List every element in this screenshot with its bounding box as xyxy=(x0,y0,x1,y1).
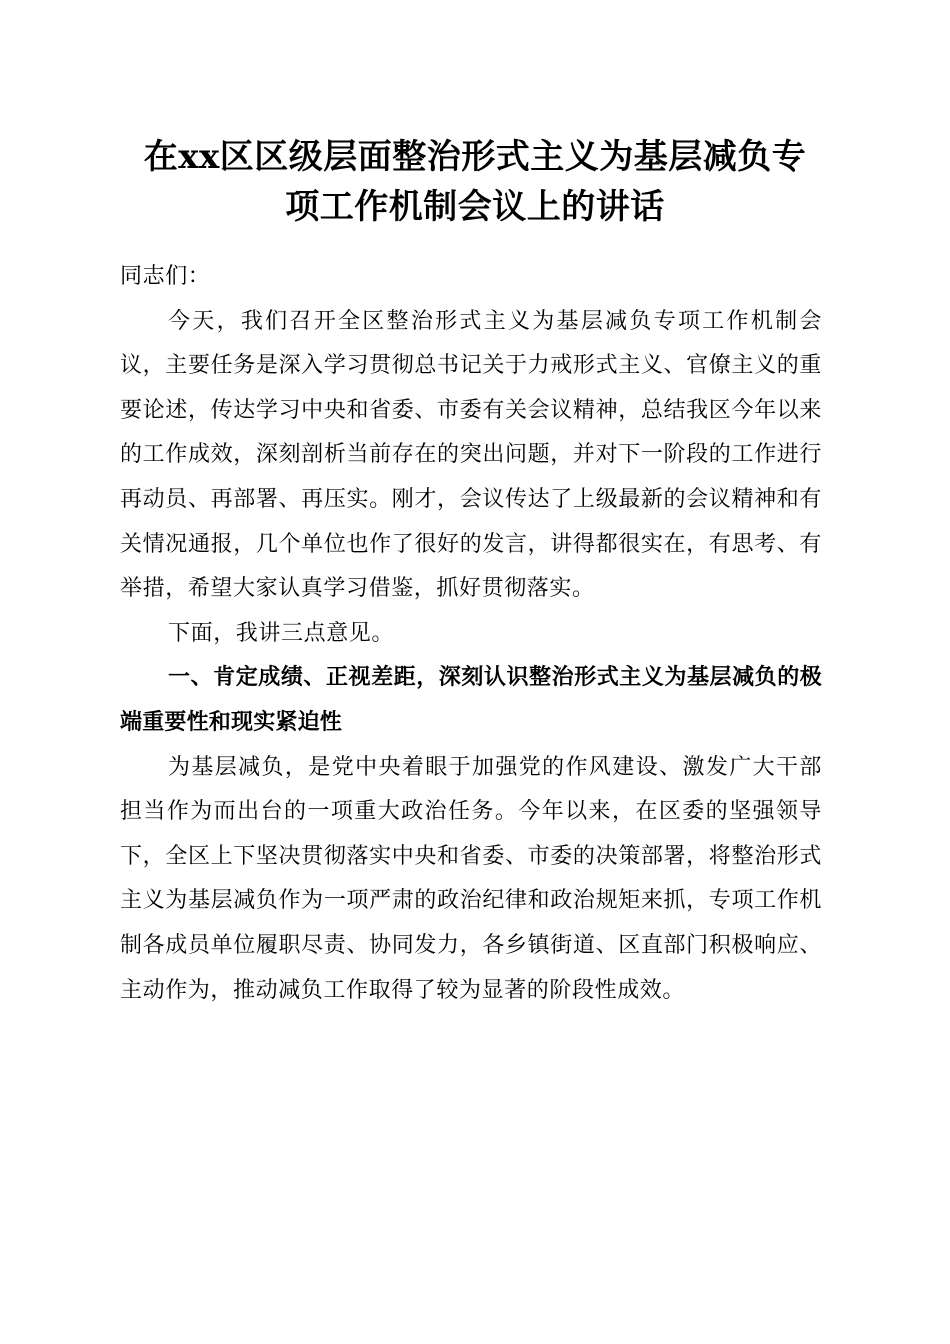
section-heading-1: 一、肯定成绩、正视差距，深刻认识整治形式主义为基层减负的极端重要性和现实紧迫性 xyxy=(120,665,822,735)
document-body xyxy=(120,255,822,1013)
title-line-2: 项工作机制会议上的讲话 xyxy=(285,187,665,227)
section-1-paragraph: 为基层减负，是党中央着眼于加强党的作风建设、激发广大干部担当作为而出台的一项重大政治任务。今年以来，在区委的坚强领导下，全区上下坚决贯彻落实中央和省委、市委的决策部署，将整治形式主义为基层减负作为一项严肃的政治纪律和政治规矩来抓，专项工作机制各成员单位履职尽责、协同发力，各乡镇街道、区直部门积极响应、主动作为，推动减负工作取得了较为显著的阶段性成效。 xyxy=(120,754,822,1003)
title-line-1: 在xx区区级层面整治形式主义为基层减负专 xyxy=(143,137,807,177)
salutation: 同志们： xyxy=(120,264,211,289)
intro-paragraph: 今天，我们召开全区整治形式主义为基层减负专项工作机制会议，主要任务是深入学习贯彻总书记关于力戒形式主义、官僚主义的重要论述，传达学习中央和省委、市委有关会议精神，总结我区今年以来的工作成效，深刻剖析当前存在的突出问题，并对下一阶段的工作进行再动员、再部署、再压实。刚才，会议传达了上级最新的会议精神和有关情况通报，几个单位也作了很好的发言，讲得都很实在，有思考、有举措，希望大家认真学习借鉴，抓好贯彻落实。 xyxy=(120,308,822,602)
document-title xyxy=(110,132,840,232)
outline-paragraph: 下面，我讲三点意见。 xyxy=(168,620,395,646)
